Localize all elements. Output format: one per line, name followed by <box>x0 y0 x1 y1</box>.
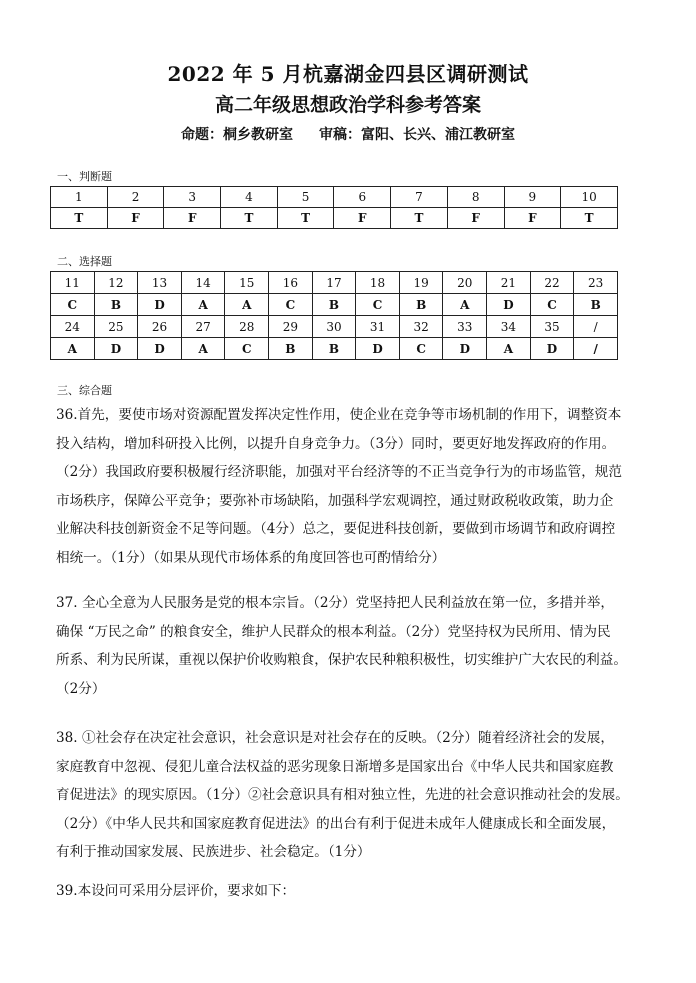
section-heading-judgment: 一、判断题 <box>57 170 112 183</box>
question-number-cell: 17 <box>312 272 356 294</box>
answer-37 <box>56 589 646 703</box>
question-number-cell: 1 <box>51 187 108 208</box>
question-number-cell: 14 <box>181 272 225 294</box>
question-number-cell: 25 <box>94 316 138 338</box>
question-number-cell: 20 <box>443 272 487 294</box>
answer-36 <box>56 401 646 572</box>
answer-cell: D <box>138 294 182 316</box>
answer-cell: A <box>487 338 531 360</box>
question-number-cell: 5 <box>277 187 334 208</box>
answer-cell: C <box>399 338 443 360</box>
answer-line: 38. ①社会存在决定社会意识，社会意识是对社会存在的反映。（2分）随着经济社会的发展， <box>56 730 614 746</box>
question-number-cell: 26 <box>138 316 182 338</box>
answer-39 <box>56 877 646 906</box>
answer-cell: F <box>164 208 221 229</box>
answer-cell: A <box>225 294 269 316</box>
answer-cell: F <box>447 208 504 229</box>
answer-cell: A <box>51 338 95 360</box>
question-number-cell: 6 <box>334 187 391 208</box>
answer-line: 37. 全心全意为人民服务是党的根本宗旨。（2分）党坚持把人民利益放在第一位，多措并举， <box>56 595 614 611</box>
author-label: 命题：桐乡教研室 <box>181 127 293 143</box>
answer-line: 36.首先，要使市场对资源配置发挥决定性作用，使企业在竞争等市场机制的作用下，调整资本 <box>56 407 622 423</box>
answer-line: 所系、利为民所谋，重视以保护价收购粮食，保护农民种粮积极性，切实维护广大农民的利益。 <box>56 652 627 668</box>
question-number-cell: 12 <box>94 272 138 294</box>
answer-line: 家庭教育中忽视、侵犯儿童合法权益的恶劣现象日渐增多是国家出台《中华人民共和国家庭教 <box>56 758 614 775</box>
answer-line: 投入结构，增加科研投入比例，以提升自身竞争力。（3分）同时，要更好地发挥政府的作用。 <box>56 435 616 452</box>
answer-line: 市场秩序，保障公平竞争；要弥补市场缺陷，加强科学宏观调控，通过财政税收政策，助力企 <box>56 492 614 509</box>
answer-cell: T <box>277 208 334 229</box>
answer-cell: / <box>574 338 618 360</box>
answer-cell: A <box>181 294 225 316</box>
answer-cell: T <box>221 208 278 229</box>
answer-line: （2分） <box>56 680 106 697</box>
answer-cell: B <box>94 294 138 316</box>
answer-line: 相统一。（1分）（如果从现代市场体系的角度回答也可酌情给分） <box>56 549 446 566</box>
question-number-cell: 11 <box>51 272 95 294</box>
table-row <box>51 187 618 208</box>
answer-cell: C <box>356 294 400 316</box>
question-number-cell: 33 <box>443 316 487 338</box>
question-number-cell: 23 <box>574 272 618 294</box>
question-number-cell: 34 <box>487 316 531 338</box>
answer-cell: C <box>51 294 95 316</box>
question-number-cell: 10 <box>561 187 618 208</box>
question-number-cell: 35 <box>530 316 574 338</box>
question-number-cell: 18 <box>356 272 400 294</box>
exam-title: 2022 年 5 月杭嘉湖金四县区调研测试 <box>167 62 529 86</box>
answer-cell: F <box>107 208 164 229</box>
answer-38 <box>56 724 646 867</box>
question-number-cell: 8 <box>447 187 504 208</box>
answer-cell: B <box>269 338 313 360</box>
answer-line: 39.本设问可采用分层评价，要求如下： <box>56 883 296 899</box>
table-row <box>51 208 618 229</box>
answer-cell: D <box>487 294 531 316</box>
section-heading-comprehensive: 三、综合题 <box>57 384 112 397</box>
question-number-cell: 22 <box>530 272 574 294</box>
answer-line: 确保 “万民之命” 的粮食安全，维护人民群众的根本利益。（2分）党坚持权为民所用、情为民 <box>56 623 611 640</box>
authorship-line <box>0 124 696 144</box>
exam-subtitle: 高二年级思想政治学科参考答案 <box>214 94 481 116</box>
answer-cell: C <box>269 294 313 316</box>
answer-cell: C <box>530 294 574 316</box>
answer-cell: A <box>443 294 487 316</box>
answer-cell: T <box>391 208 448 229</box>
question-number-cell: 32 <box>399 316 443 338</box>
question-number-cell: 24 <box>51 316 95 338</box>
judgment-answer-table <box>50 186 618 229</box>
answer-cell: F <box>504 208 561 229</box>
choice-answer-table <box>50 271 618 360</box>
question-number-cell: 7 <box>391 187 448 208</box>
answer-cell: D <box>138 338 182 360</box>
answer-cell: B <box>399 294 443 316</box>
answer-line: （2分）《中华人民共和国家庭教育促进法》的出台有利于促进未成年人健康成长和全面发展， <box>56 815 616 832</box>
answer-line: （2分）我国政府要积极履行经济职能，加强对平台经济等的不正当竞争行为的市场监管，规范 <box>56 464 622 480</box>
table-row <box>51 316 618 338</box>
question-number-cell: 4 <box>221 187 278 208</box>
question-number-cell: 19 <box>399 272 443 294</box>
question-number-cell: 9 <box>504 187 561 208</box>
question-number-cell: 30 <box>312 316 356 338</box>
answer-cell: D <box>94 338 138 360</box>
answer-cell: D <box>443 338 487 360</box>
answer-cell: F <box>334 208 391 229</box>
answer-cell: T <box>561 208 618 229</box>
question-number-cell: 27 <box>181 316 225 338</box>
answer-cell: B <box>312 338 356 360</box>
table-row <box>51 338 618 360</box>
table-row <box>51 272 618 294</box>
question-number-cell: 3 <box>164 187 221 208</box>
reviewer-label: 审稿：富阳、长兴、浦江教研室 <box>319 127 515 143</box>
answer-cell: B <box>574 294 618 316</box>
question-number-cell: 13 <box>138 272 182 294</box>
answer-cell: B <box>312 294 356 316</box>
answer-cell: D <box>356 338 400 360</box>
question-number-cell: / <box>574 316 618 338</box>
question-number-cell: 15 <box>225 272 269 294</box>
question-number-cell: 28 <box>225 316 269 338</box>
answer-line: 育促进法》的现实原因。（1分）②社会意识具有相对独立性，先进的社会意识推动社会的发展。 <box>56 787 629 803</box>
answer-cell: D <box>530 338 574 360</box>
question-number-cell: 29 <box>269 316 313 338</box>
question-number-cell: 2 <box>107 187 164 208</box>
table-row <box>51 294 618 316</box>
answer-cell: A <box>181 338 225 360</box>
answer-line: 有利于推动国家发展、民族进步、社会稳定。（1分） <box>56 844 371 860</box>
answer-cell: T <box>51 208 108 229</box>
answer-cell: C <box>225 338 269 360</box>
section-heading-choice: 二、选择题 <box>57 255 112 268</box>
answer-line: 业解决科技创新资金不足等问题。（4分）总之，要促进科技创新，要做到市场调节和政府调控 <box>56 521 616 537</box>
question-number-cell: 31 <box>356 316 400 338</box>
question-number-cell: 16 <box>269 272 313 294</box>
question-number-cell: 21 <box>487 272 531 294</box>
